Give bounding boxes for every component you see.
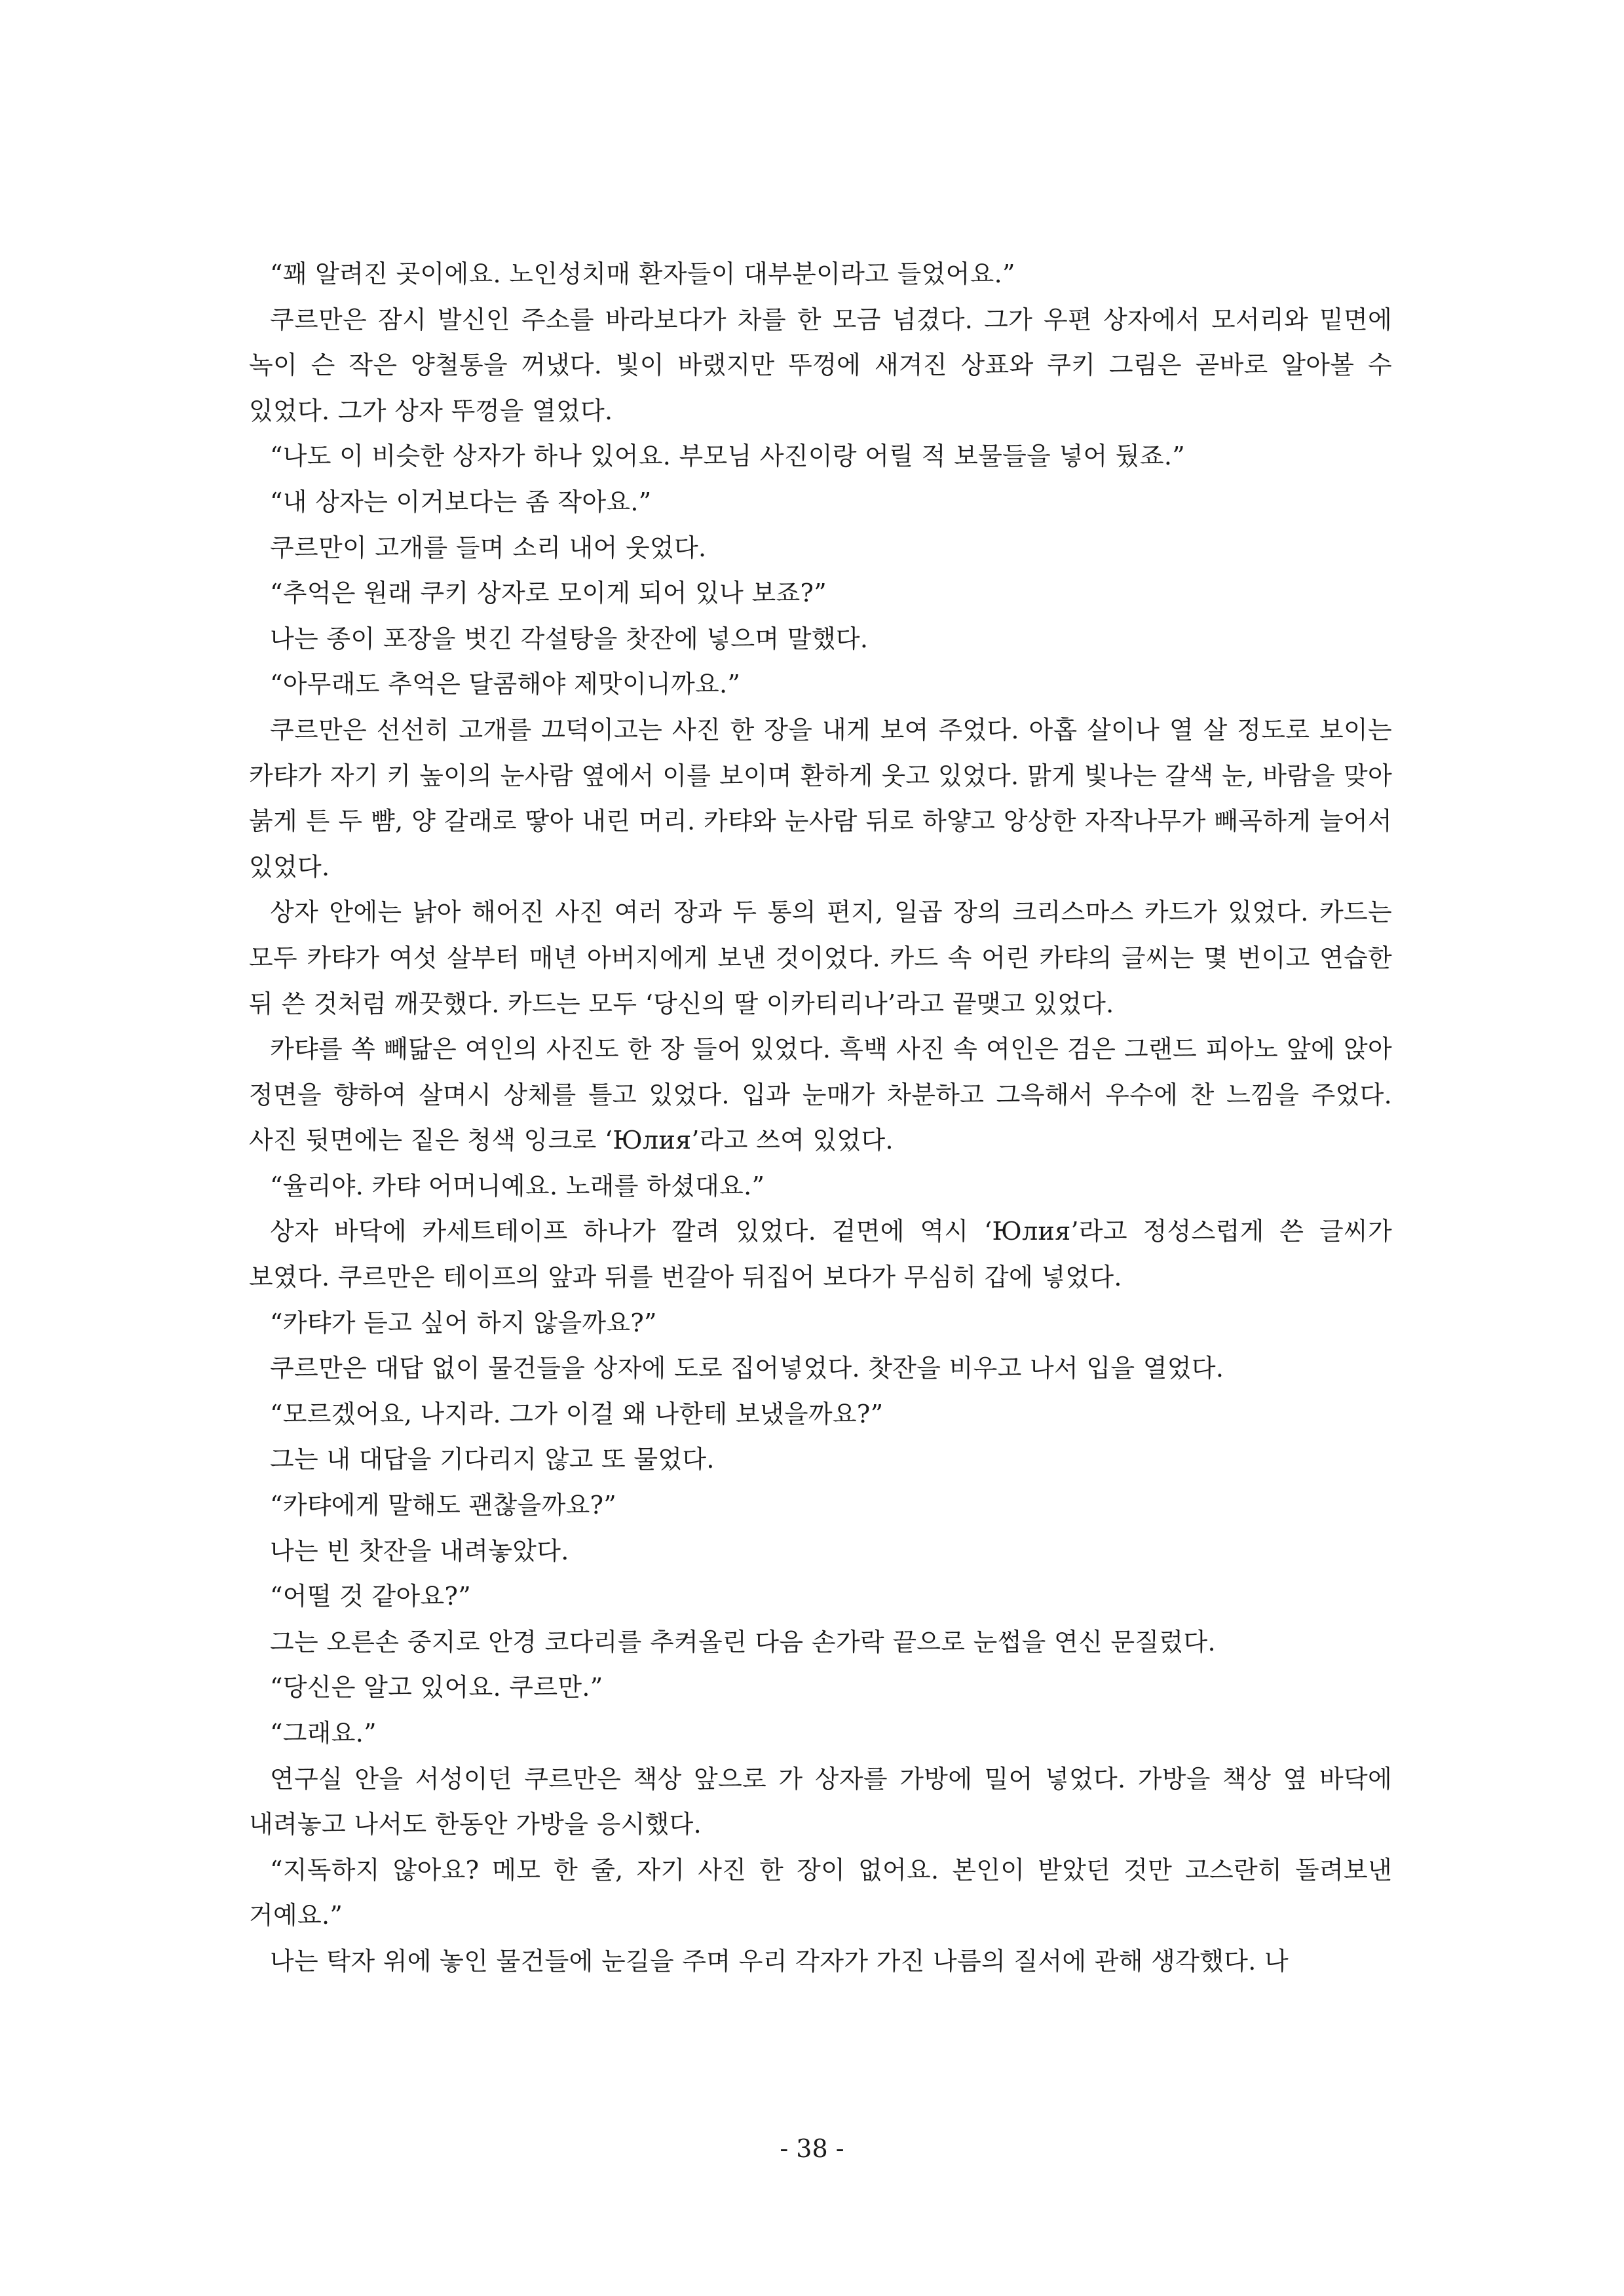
paragraph: “추억은 원래 쿠키 상자로 모이게 되어 있나 보죠?” [270, 579, 827, 608]
paragraph: 나는 종이 포장을 벗긴 각설탕을 찻잔에 넣으며 말했다. [270, 624, 869, 653]
paragraph: 나는 탁자 위에 놓인 물건들에 눈길을 주며 우리 각자가 가진 나름의 질서에 관해 생각했다. 나 [270, 1946, 1289, 1976]
paragraph: 쿠르만은 잠시 발신인 주소를 바라보다가 차를 한 모금 넘겼다. 그가 우편 상자에서 모서리와 밑면에 녹이 슨 작은 양철통을 꺼냈다. 빛이 바랬지만 뚜껑에 새겨진 상표와 쿠키 그림은 곧바로 알아볼 수 있었다. 그가 상자 뚜껑을 열었다. [249, 305, 1392, 425]
paragraph: 연구실 안을 서성이던 쿠르만은 책상 앞으로 가 상자를 가방에 밀어 넣었다. 가방을 책상 옆 바닥에 내려놓고 나서도 한동안 가방을 응시했다. [249, 1764, 1392, 1839]
paragraph: 그는 내 대답을 기다리지 않고 또 물었다. [270, 1445, 715, 1474]
paragraph: 카탸를 쏙 빼닮은 여인의 사진도 한 장 들어 있었다. 흑백 사진 속 여인은 검은 그랜드 피아노 앞에 앉아 정면을 향하여 살며시 상체를 틀고 있었다. 입과 눈매가 차분하고 그윽해서 우수에 찬 느낌을 주었다. 사진 뒷면에는 짙은 청색 잉크로 ‘Юлия’라고 쓰여 있었다. [249, 1035, 1392, 1155]
paragraph: 쿠르만은 대답 없이 물건들을 상자에 도로 집어넣었다. 찻잔을 비우고 나서 입을 열었다. [270, 1354, 1224, 1383]
paragraph: “모르겠어요, 나지라. 그가 이걸 왜 나한테 보냈을까요?” [270, 1399, 884, 1428]
paragraph: 나는 빈 찻잔을 내려놓았다. [270, 1536, 569, 1565]
paragraph: “당신은 알고 있어요. 쿠르만.” [270, 1673, 603, 1702]
paragraph: “나도 이 비슷한 상자가 하나 있어요. 부모님 사진이랑 어릴 적 보물들을 넣어 뒀죠.” [270, 442, 1186, 471]
paragraph: “내 상자는 이거보다는 좀 작아요.” [270, 487, 652, 516]
paragraph: 쿠르만은 선선히 고개를 끄덕이고는 사진 한 장을 내게 보여 주었다. 아홉 살이나 열 살 정도로 보이는 카탸가 자기 키 높이의 눈사람 옆에서 이를 보이며 환하게 웃고 있었다. 맑게 빛나는 갈색 눈, 바람을 맞아 붉게 튼 두 뺨, 양 갈래로 땋아 내린 머리. 카탸와 눈사람 뒤로 하얗고 앙상한 자작나무가 빼곡하게 늘어서 있었다. [249, 715, 1392, 881]
paragraph: 상자 바닥에 카세트테이프 하나가 깔려 있었다. 겉면에 역시 ‘Юлия’라고 정성스럽게 쓴 글씨가 보였다. 쿠르만은 테이프의 앞과 뒤를 번갈아 뒤집어 보다가 무심히 갑에 넣었다. [249, 1217, 1392, 1292]
paragraph: “꽤 알려진 곳이에요. 노인성치매 환자들이 대부분이라고 들었어요.” [270, 259, 1015, 288]
paragraph: “카탸가 듣고 싶어 하지 않을까요?” [270, 1308, 657, 1337]
paragraph: “지독하지 않아요? 메모 한 줄, 자기 사진 한 장이 없어요. 본인이 받았던 것만 고스란히 돌려보낸 거예요.” [249, 1855, 1392, 1930]
page-number: - 38 - [780, 2134, 844, 2163]
paragraph: 그는 오른손 중지로 안경 코다리를 추켜올린 다음 손가락 끝으로 눈썹을 연신 문질렀다. [270, 1627, 1216, 1656]
paragraph: “어떨 것 같아요?” [270, 1582, 471, 1611]
body-text [249, 252, 1392, 1985]
paragraph: “그래요.” [270, 1719, 377, 1748]
paragraph: “율리야. 카탸 어머니예요. 노래를 하셨대요.” [270, 1171, 765, 1200]
paragraph: 쿠르만이 고개를 들며 소리 내어 웃었다. [270, 533, 707, 562]
paragraph: 상자 안에는 낡아 해어진 사진 여러 장과 두 통의 편지, 일곱 장의 크리스마스 카드가 있었다. 카드는 모두 카탸가 여섯 살부터 매년 아버지에게 보낸 것이었다. 카드 속 어린 카탸의 글씨는 몇 번이고 연습한 뒤 쓴 것처럼 깨끗했다. 카드는 모두 ‘당신의 딸 이카티리나’라고 끝맺고 있었다. [249, 898, 1392, 1018]
paragraph: “아무래도 추억은 달콤해야 제맛이니까요.” [270, 670, 741, 699]
paragraph: “카탸에게 말해도 괜찮을까요?” [270, 1491, 616, 1520]
